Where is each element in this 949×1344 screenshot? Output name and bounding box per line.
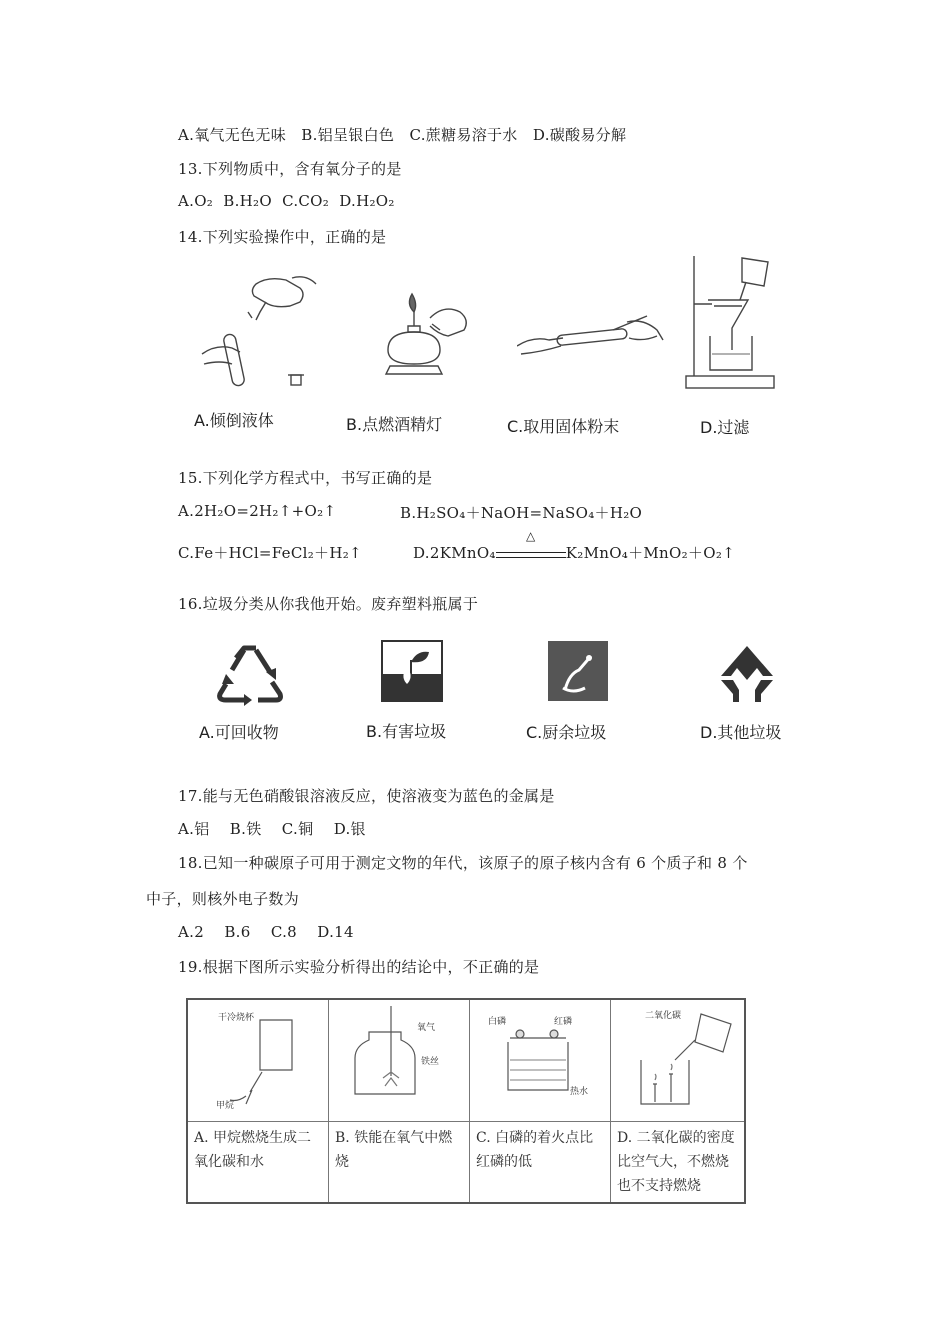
alcohol-lamp-illustration: [378, 284, 478, 384]
q13-option-b: B.H₂O: [223, 192, 272, 210]
q16-caption-b: B.有害垃圾: [366, 722, 447, 741]
methane-combustion-illustration: [188, 1000, 326, 1118]
q17-option-a: A.铝: [178, 820, 210, 838]
q18-option-c: C.8: [270, 923, 298, 941]
label-cold-beaker: 干冷烧杯: [218, 1013, 255, 1023]
q12-options: A.氧气无色无味 B.铝呈银白色 C.蔗糖易溶于水 D.碳酸易分解: [178, 126, 627, 144]
q14-caption-c: C.取用固体粉末: [507, 417, 620, 436]
other-waste-icon: [717, 642, 777, 706]
q18-option-d: D.14: [317, 923, 354, 941]
experiment-a-figure: [187, 999, 329, 1121]
q13-options: [178, 192, 395, 210]
q15-option-d-reactant: D.2KMnO₄: [413, 544, 496, 562]
filtration-illustration: [684, 254, 778, 394]
heat-symbol: △: [525, 529, 536, 543]
q13-option-d: D.H₂O₂: [339, 192, 395, 210]
q18-stem-line1: 18.已知一种碳原子可用于测定文物的年代，该原子的原子核内含有 6 个质子和 8 个: [178, 854, 748, 872]
q16-caption-a: A.可回收物: [199, 723, 279, 742]
conclusion-a: A. 甲烷燃烧生成二氧化碳和水: [187, 1121, 329, 1203]
q17-option-b: B.铁: [229, 820, 262, 838]
q14-caption-b: B.点燃酒精灯: [346, 415, 443, 434]
q14-caption-a: A.倾倒液体: [194, 411, 274, 430]
q15-option-d: [413, 529, 736, 563]
conclusion-b: B. 铁能在氧气中燃烧: [329, 1121, 470, 1203]
label-methane: 甲烷: [216, 1101, 235, 1111]
q16-caption-d: D.其他垃圾: [700, 723, 782, 742]
q15-option-d-products: K₂MnO₄＋MnO₂＋O₂↑: [565, 544, 736, 562]
label-iron-wire: 铁丝: [421, 1057, 440, 1067]
hazardous-waste-icon: [381, 640, 443, 702]
pouring-liquid-illustration: [196, 272, 321, 392]
q14-caption-d: D.过滤: [700, 418, 750, 437]
kitchen-waste-icon: [547, 640, 609, 702]
label-red-phosphorus: 红磷: [554, 1017, 573, 1027]
q17-stem: 17.能与无色硝酸银溶液反应，使溶液变为蓝色的金属是: [178, 787, 555, 805]
q18-options: [178, 923, 354, 941]
q14-stem: 14.下列实验操作中，正确的是: [178, 228, 387, 246]
experiment-d-figure: [611, 999, 746, 1121]
label-white-phosphorus: 白磷: [488, 1017, 507, 1027]
conclusion-c: C. 白磷的着火点比红磷的低: [470, 1121, 611, 1203]
q13-option-a: A.O₂: [178, 192, 214, 210]
experiment-table: [186, 998, 746, 1204]
q15-stem: 15.下列化学方程式中，书写正确的是: [178, 469, 433, 487]
q18-stem-line2: 中子，则核外电子数为: [146, 890, 300, 908]
q16-stem: 16.垃圾分类从你我他开始。废弃塑料瓶属于: [178, 595, 479, 613]
q15-option-c: C.Fe＋HCl=FeCl₂＋H₂↑: [178, 544, 362, 562]
recycle-icon: [214, 644, 286, 708]
experiment-c-figure: [470, 999, 611, 1121]
solid-powder-illustration: [517, 310, 665, 366]
q18-option-b: B.6: [224, 923, 251, 941]
q13-option-c: C.CO₂: [282, 192, 330, 210]
q15-option-b: B.H₂SO₄＋NaOH=NaSO₄＋H₂O: [400, 504, 643, 522]
label-carbon-dioxide: 二氧化碳: [645, 1011, 682, 1021]
q17-option-c: C.铜: [281, 820, 314, 838]
label-oxygen: 氧气: [417, 1023, 436, 1033]
q13-stem: 13.下列物质中，含有氧分子的是: [178, 160, 402, 178]
reaction-condition: [496, 529, 566, 558]
q15-option-a: A.2H₂O=2H₂↑+O₂↑: [178, 502, 337, 520]
q17-options: [178, 818, 366, 839]
q16-caption-c: C.厨余垃圾: [526, 723, 607, 742]
q18-option-a: A.2: [178, 923, 205, 941]
conclusion-d: D. 二氧化碳的密度比空气大，不燃烧也不支持燃烧: [611, 1121, 746, 1203]
label-hot-water: 热水: [570, 1087, 589, 1097]
iron-in-oxygen-illustration: [329, 1000, 467, 1118]
q19-stem: 19.根据下图所示实验分析得出的结论中，不正确的是: [178, 958, 540, 976]
q17-option-d: D.银: [333, 820, 366, 838]
experiment-b-figure: [329, 999, 470, 1121]
